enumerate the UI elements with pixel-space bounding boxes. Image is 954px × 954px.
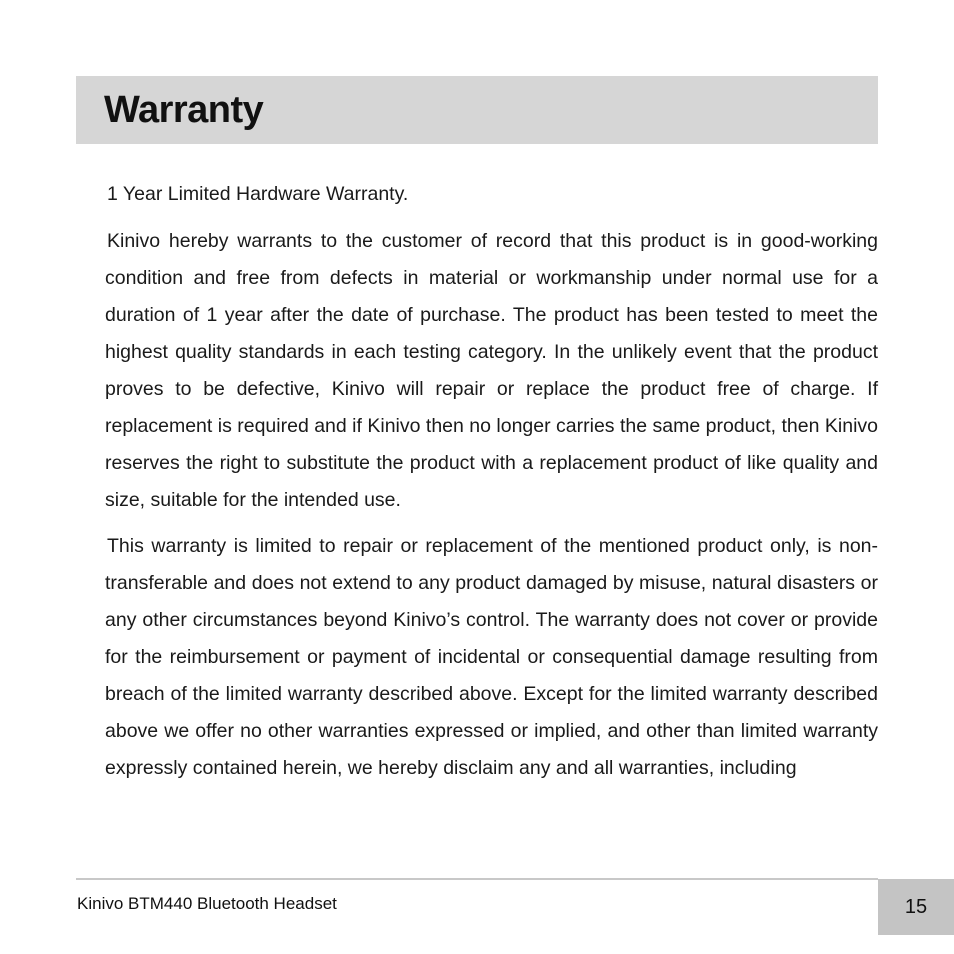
footer-product-name: Kinivo BTM440 Bluetooth Headset (77, 894, 337, 913)
warranty-paragraph-2: This warranty is limited to repair or replacement of the mentioned product only, is non-transferable and does not extend to any product damaged by misuse, natural disasters or any other circumstances beyond Kinivo’s control. The warranty does not cover or provide for the reimbursement or payment of incidental or consequential damage resulting from breach of the limited warranty described above. Except for the limited warranty described above we offer no other warranties expressed or implied, and other than limited warranty expressly contained herein, we hereby disclaim any and all warranties, including (105, 535, 878, 779)
page-number-box (878, 879, 954, 935)
document-body (105, 176, 878, 796)
footer-divider (76, 878, 878, 880)
warranty-paragraph-1: Kinivo hereby warrants to the customer of record that this product is in good-working condition and free from defects in material or workmanship under normal use for a duration of 1 year after the date of purchase. The product has been tested to meet the highest quality standards in each testing category. In the unlikely event that the product proves to be defective, Kinivo will repair or replace the product free of charge. If replacement is required and if Kinivo then no longer carries the same product, then Kinivo reserves the right to substitute the product with a replacement product of like quality and size, suitable for the intended use. (105, 230, 878, 511)
page-number: 15 (904, 895, 928, 918)
page-title: Warranty (104, 89, 264, 131)
title-bar (76, 76, 878, 144)
warranty-subtitle: 1 Year Limited Hardware Warranty. (107, 183, 409, 205)
